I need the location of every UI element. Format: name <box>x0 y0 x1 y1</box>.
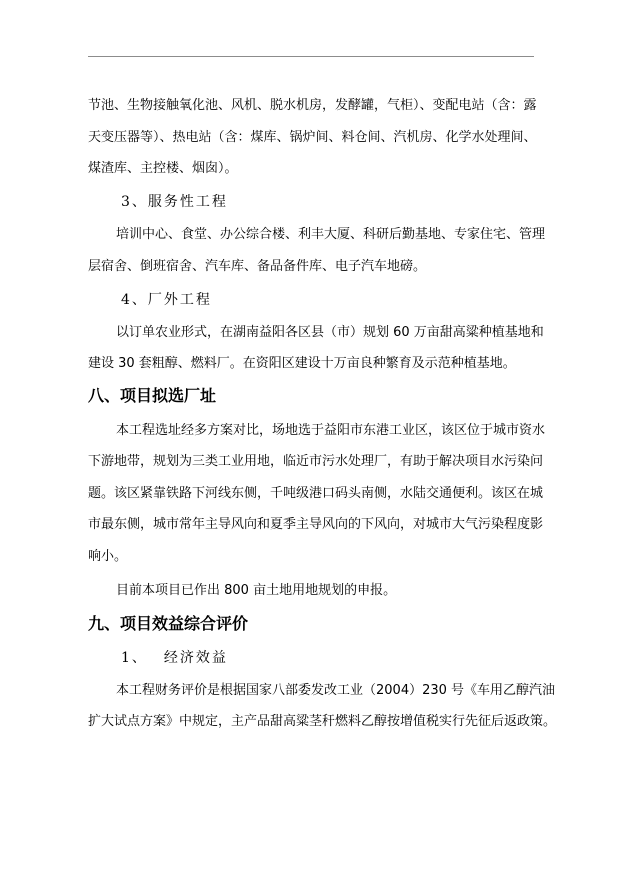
paragraph-line: 本工程财务评价是根据国家八部委发改工业（2004）230 号《车用乙醇汽油 <box>116 683 556 698</box>
subheading-external-engineering <box>121 291 212 309</box>
subheading-number: 1、 <box>121 650 148 666</box>
section-heading-benefit-evaluation: 九、项目效益综合评价 <box>88 614 249 633</box>
subheading-title: 经济效益 <box>163 650 228 666</box>
paragraph-line: 扩大试点方案》中规定，主产品甜高粱茎秆燃料乙醇按增值税实行先征后返政策。 <box>88 714 557 729</box>
paragraph-line: 题。该区紧靠铁路下河线东侧，千吨级港口码头南侧，水陆交通便利。该区在城 <box>88 486 544 501</box>
subheading-economic-benefit <box>121 649 228 667</box>
paragraph-line: 目前本项目已作出 800 亩土地用地规划的申报。 <box>116 583 397 598</box>
header-rule <box>88 56 534 57</box>
subheading-number: 4、 <box>121 292 148 308</box>
subheading-number: 3、 <box>121 194 148 210</box>
paragraph-line: 建设 30 套粗醇、燃料厂。在资阳区建设十万亩良种繁育及示范种植基地。 <box>88 356 516 371</box>
paragraph-line: 市最东侧，城市常年主导风向和夏季主导风向的下风向，对城市大气污染程度影 <box>88 517 544 532</box>
paragraph-line: 以订单农业形式，在湖南益阳各区县（市）规划 60 万亩甜高粱种植基地和 <box>116 325 544 340</box>
paragraph-line: 层宿舍、倒班宿舍、汽车库、备品备件库、电子汽车地磅。 <box>88 259 427 274</box>
paragraph-line: 本工程选址经多方案对比，场地选于益阳市东港工业区，该区位于城市资水 <box>116 423 546 438</box>
paragraph-line: 煤渣库、主控楼、烟囱）。 <box>88 161 238 176</box>
section-heading-site-selection: 八、项目拟选厂址 <box>88 386 217 405</box>
subheading-service-engineering <box>121 193 228 211</box>
paragraph-line: 培训中心、食堂、办公综合楼、利丰大厦、科研后勤基地、专家住宅、管理 <box>116 227 546 242</box>
subheading-title: 服务性工程 <box>147 194 228 210</box>
paragraph-line: 节池、生物接触氧化池、风机、脱水机房，发酵罐，气柜）、变配电站（含：露 <box>88 98 537 113</box>
paragraph-line: 下游地带，规划为三类工业用地，临近市污水处理厂，有助于解决项目水污染问 <box>88 454 544 469</box>
paragraph-line: 天变压器等）、热电站（含：煤库、锅炉间、料仓间、汽机房、化学水处理间、 <box>88 130 537 145</box>
paragraph-line: 响小。 <box>88 549 128 564</box>
subheading-title: 厂外工程 <box>147 292 212 308</box>
